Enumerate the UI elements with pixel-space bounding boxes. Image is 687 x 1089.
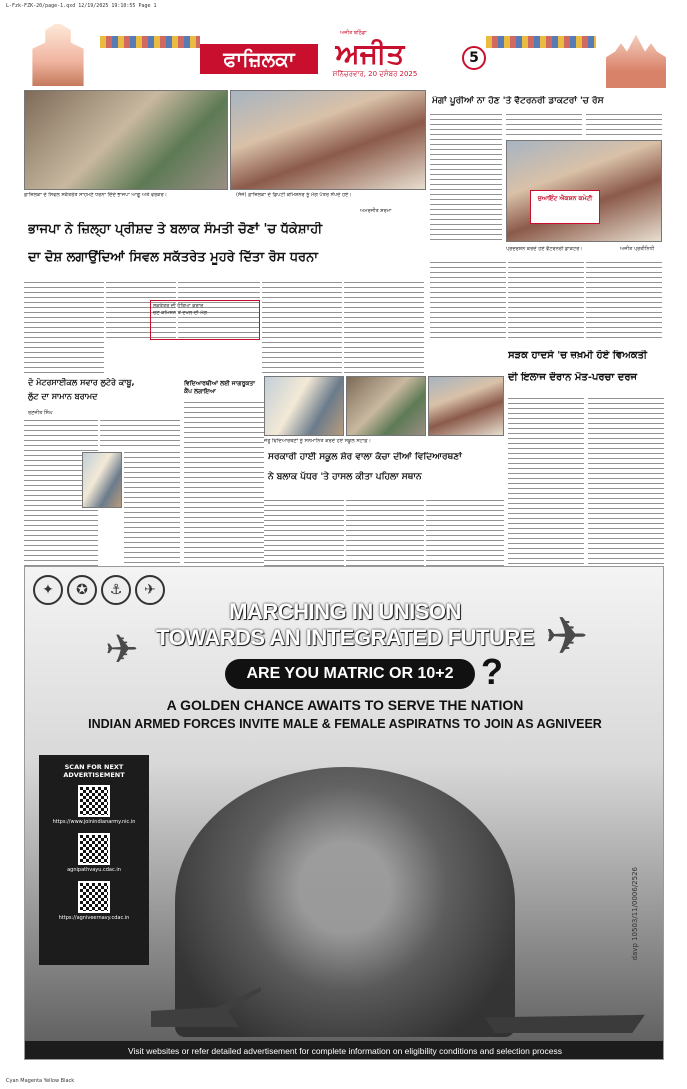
qr-row-1 <box>45 785 143 825</box>
ad-question-mark: ? <box>481 651 503 692</box>
agniveer-advertisement <box>24 566 664 1060</box>
masthead <box>200 30 450 84</box>
jet-icon-1: ✈ <box>105 627 139 673</box>
memorandum-photo <box>230 90 426 190</box>
masthead-decoration-left <box>100 36 200 48</box>
link-2[interactable]: agnipathvayu.cdac.in <box>67 867 121 873</box>
story-5-col-3 <box>426 500 504 566</box>
masthead-date: ਸ਼ਨਿੱਚਰਵਾਰ, 20 ਦਸੰਬਰ 2025 <box>332 70 418 78</box>
story-3-col-3 <box>124 452 180 566</box>
story-1-author: ਅਮਰਜੀਤ ਸ਼ਰਮਾ <box>360 208 392 214</box>
ad-subheading-2: INDIAN ARMED FORCES INVITE MALE & FEMALE ASPIRATNS TO JOIN AS AGNIVEER <box>88 717 602 731</box>
story-3-headline-line-2: ਲੁੱਟ ਦਾ ਸਾਮਾਨ ਬਰਾਮਦ <box>28 392 98 401</box>
navy-emblem-icon: ⚓ <box>101 575 131 605</box>
story-2-col-6 <box>586 262 662 338</box>
print-meta-line: L-Fzk-FZK-20/page-1.qxd 12/19/2025 19:10:55 Page 1 <box>6 3 157 9</box>
school-photo-1 <box>264 376 344 436</box>
story-5-col-2 <box>346 500 424 566</box>
story-2-headline: ਮੰਗਾਂ ਪੂਰੀਆਂ ਨਾ ਹੋਣ 'ਤੇ ਵੈਟਰਨਰੀ ਡਾਕਟਰਾਂ 'ਚ ਰੋਸ <box>432 96 604 106</box>
story-3-author: ਰਣਜੀਤ ਸਿੰਘ <box>28 410 53 416</box>
qr-code-icon <box>78 833 110 865</box>
ad-subheading-1: A GOLDEN CHANCE AWAITS TO SERVE THE NATION <box>166 697 524 713</box>
page-number: 5 <box>462 46 486 70</box>
story-6-headline-line-1: ਸੜਕ ਹਾਦਸੇ 'ਚ ਜ਼ਖ਼ਮੀ ਹੋਏ ਵਿਅਕਤੀ <box>508 350 648 361</box>
qr-code-icon <box>78 785 110 817</box>
story-1-col-1 <box>24 282 104 376</box>
story-5-headline-line-1: ਸਰਕਾਰੀ ਹਾਈ ਸਕੂਲ ਸ਼ੇਰ ਵਾਲਾ ਕੱਚਾ ਦੀਆਂ ਵਿਦਿਆਰਥਣਾਂ <box>268 452 462 462</box>
masthead-title-left: ਫਾਜ਼ਿਲਕਾ <box>200 44 318 74</box>
story-5-col-1 <box>264 500 344 566</box>
person-photo <box>82 452 122 508</box>
story-2-author: ਅਜੀਤ ਪ੍ਰਤੀਨਿਧੀ <box>620 246 655 252</box>
story-6-headline-line-2: ਦੀ ਇਲਾਜ ਦੌਰਾਨ ਮੌਤ-ਪਰਚਾ ਦਰਜ <box>508 372 638 383</box>
qr-code-icon <box>78 881 110 913</box>
ad-footer: Visit websites or refer detailed advertisement for complete information on eligibility conditions and selection process <box>25 1041 664 1060</box>
link-1[interactable]: https://www.joinindianarmy.nic.in <box>52 819 136 825</box>
davp-code: davp 10503/11/0006/2526 <box>631 867 639 961</box>
story-2-col-1 <box>430 114 502 244</box>
story-1-headline-line-1: ਭਾਜਪਾ ਨੇ ਜ਼ਿਲ੍ਹਾ ਪ੍ਰੀਸ਼ਦ ਤੇ ਬਲਾਕ ਸੰਮਤੀ ਚੋਣਾਂ 'ਚ ਧੱਕੇਸ਼ਾਹੀ <box>28 222 323 237</box>
masthead-title-right: ਅਜੀਤ <box>320 36 420 84</box>
story-1-col-5 <box>344 282 424 376</box>
ad-headline-1: MARCHING IN UNISON <box>229 599 461 624</box>
qr-row-3 <box>45 881 143 921</box>
photo-caption-1: ਫ਼ਾਜ਼ਿਲਕਾ ਦੇ ਸਿਵਲ ਸਕੱਤਰੇਤ ਸਾਹਮਣੇ ਧਰਨਾ ਦਿੰਦੇ ਭਾਜਪਾ ਆਗੂ ਅਤੇ ਵਰਕਰ। <box>24 192 168 198</box>
scan-box <box>39 755 149 965</box>
qr-row-2 <box>45 833 143 873</box>
story-2-col-3 <box>586 114 662 138</box>
army-emblem-icon: ✪ <box>67 575 97 605</box>
story-4-headline: ਵਿਦਿਆਰਥੀਆਂ ਲਈ ਜਾਗਰੂਕਤਾ ਕੈਂਪ ਲਗਾਇਆ <box>184 380 255 395</box>
vets-banner-text: ਜੁਆਇੰਟ ਐਕਸ਼ਨ ਕਮੇਟੀ <box>537 195 593 202</box>
soldiers-montage <box>175 767 515 1037</box>
bottom-color-line: Cyan Magenta Yellow Black <box>6 1078 75 1084</box>
story-5-headline-line-2: ਨੇ ਬਲਾਕ ਪੱਧਰ 'ਤੇ ਹਾਸਲ ਕੀਤਾ ਪਹਿਲਾ ਸਥਾਨ <box>268 472 422 482</box>
link-3[interactable]: https://agniveernavy.cdac.in <box>58 915 130 921</box>
story-3-headline-line-1: ਦੋ ਮੋਟਰਸਾਈਕਲ ਸਵਾਰ ਲੁਟੇਰੇ ਕਾਬੂ, <box>28 378 135 387</box>
scan-title: SCAN FOR NEXT ADVERTISEMENT <box>63 763 125 779</box>
ad-question-pill: ARE YOU MATRIC OR 10+2 <box>225 659 475 689</box>
story-1-headline-line-2: ਦਾ ਦੋਸ਼ ਲਗਾਉਂਦਿਆਂ ਸਿਵਲ ਸਕੱਤਰੇਤ ਮੂਹਰੇ ਦਿੱਤਾ ਰੋਸ ਧਰਨਾ <box>28 250 318 265</box>
story-2-col-2 <box>506 114 582 138</box>
vets-caption: ਪ੍ਰਦਰਸ਼ਨ ਕਰਦੇ ਹੋਏ ਵੈਟਰਨਰੀ ਡਾਕਟਰ। <box>506 246 583 252</box>
protest-photo <box>24 90 228 190</box>
story-6-col-1 <box>508 398 584 566</box>
airforce-emblem-icon: ✈ <box>135 575 165 605</box>
photo-caption-2: (ਸੱਜੇ) ਫ਼ਾਜ਼ਿਲਕਾ ਦੇ ਡਿਪਟੀ ਕਮਿਸ਼ਨਰ ਨੂੰ ਮੰਗ ਪੱਤਰ ਸੌਂਪਦੇ ਹੋਏ। <box>236 192 352 198</box>
bullet-2: ਚੋਣ ਕਮਿਸ਼ਨ ਤੋਂ ਦਖਲ ਦੀ ਮੰਗ <box>153 310 207 316</box>
masthead-decoration-right <box>486 36 596 48</box>
vets-banner <box>530 190 600 224</box>
story-6-col-2 <box>588 398 664 566</box>
emblem-icon: ✦ <box>33 575 63 605</box>
bullet-1: ਲੋਕਤੰਤਰ ਦੀ ਹੱਤਿਆ ਕਰਾਰ <box>153 303 204 309</box>
story-1-col-4 <box>262 282 342 376</box>
masthead-tag: ਅਜੀਤ ਬਠਿੰਡਾ <box>340 30 367 36</box>
story-3-col-2 <box>100 420 180 450</box>
monument-right-icon <box>606 32 666 88</box>
monument-left-icon <box>26 24 90 86</box>
story-2-col-4 <box>430 262 506 338</box>
story-1-bullets <box>150 300 260 340</box>
school-photo-2 <box>346 376 426 436</box>
story-4-col <box>184 402 264 566</box>
story-2-col-5 <box>508 262 584 338</box>
school-photo-3 <box>428 376 504 436</box>
ad-headline-2: TOWARDS AN INTEGRATED FUTURE <box>156 625 534 650</box>
jet-icon-2: ✈ <box>545 607 589 667</box>
school-photo-caption: ਜੇਤੂ ਵਿਦਿਆਰਥਣਾਂ ਨੂੰ ਸਨਮਾਨਿਤ ਕਰਦੇ ਹੋਏ ਸਕੂਲ ਸਟਾਫ਼। <box>264 438 371 444</box>
